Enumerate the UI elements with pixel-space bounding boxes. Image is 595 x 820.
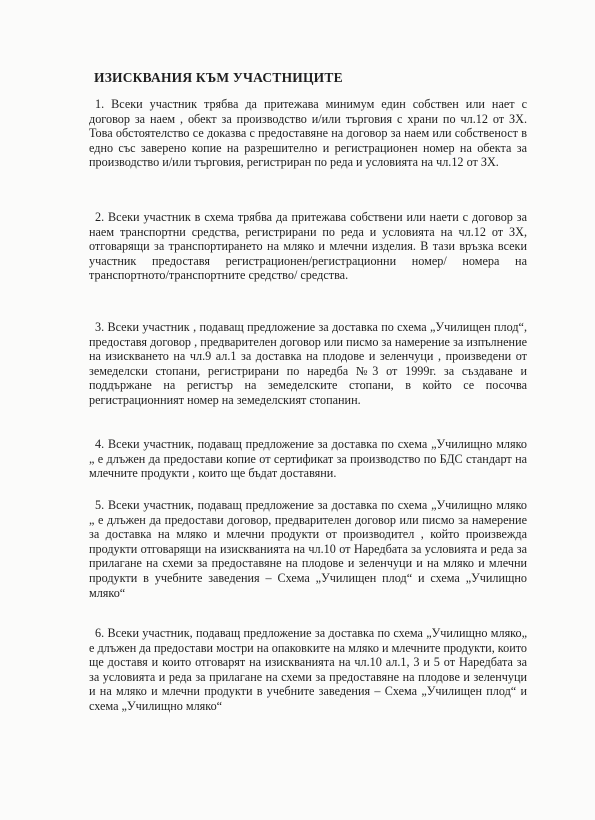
requirement-paragraph-5: 5. Всеки участник, подаващ предложение за доставка по схема „Училищно мляко „ е длъжен да предостави договор, предварителен договор или писмо за намерение за доставка на мляко и млечни продукти от производител , който произвежда продукти отговарящи на изискванията на чл.10 от Наредбата за условията и реда за прилагане на схеми за предоставяне на плодове и зеленчуци и на мляко и млечни продукти в учебните заведения – Схема „Училищен плод“ и схема „Училищно мляко“ (89, 498, 527, 600)
requirement-paragraph-4: 4. Всеки участник, подаващ предложение за доставка по схема „Училищно мляко „ е длъжен да предостави копие от сертификат за производство по БДС стандарт на млечните продукти , които ще бъдат доставяни. (89, 437, 527, 481)
requirement-paragraph-3: 3. Всеки участник , подаващ предложение за доставка по схема „Училищен плод“, предоставя договор , предварителен договор или писмо за намерение за изпълнение на изискването на чл.9 ал.1 за доставка на плодове и зеленчуци , произведени от земеделски стопани, регистрирани по наредба №3 от 1999г. за създаване и поддържане на регистър на земеделските стопани, в който се посочва регистрационният номер на земеделският стопанин. (89, 320, 527, 407)
requirement-paragraph-1: 1. Всеки участник трябва да притежава минимум един собствен или нает с договор за наем , обект за производство и/или търговия с храни по чл.12 от ЗХ. Това обстоятелство се доказва с предоставяне на договор за наем или собственост в едно със заверено копие на разрешително и регистрационен номер на обекта за производство и/или търговия, регистриран по реда и условията на чл.12 от ЗХ. (89, 97, 527, 170)
requirement-paragraph-6: 6. Всеки участник, подаващ предложение за доставка по схема „Училищно мляко„ е длъжен да предостави мостри на опаковките на мляко и млечните продукти, които ще доставя и които отговарят на изискванията на чл.10 ал.1, 3 и 5 от Наредбата за за условията и реда за прилагане на схеми за предоставяне на плодове и зеленчуци и на мляко и млечни продукти в учебните заведения – Схема „Училищен плод“ и схема „Училищно мляко“ (89, 626, 527, 713)
document-title: ИЗИСКВАНИЯ КЪМ УЧАСТНИЦИТЕ (94, 70, 343, 85)
requirement-paragraph-2: 2. Всеки участник в схема трябва да притежава собствени или наети с договор за наем транспортни средства, регистрирани по реда и условията на чл.12 от ЗХ, отговарящи за транспортирането на мляко и млечни изделия. В тази връзка всеки участник предоставя регистрационен/регистрационни номер/ номера на транспортното/транспортните средство/ средства. (89, 210, 527, 283)
